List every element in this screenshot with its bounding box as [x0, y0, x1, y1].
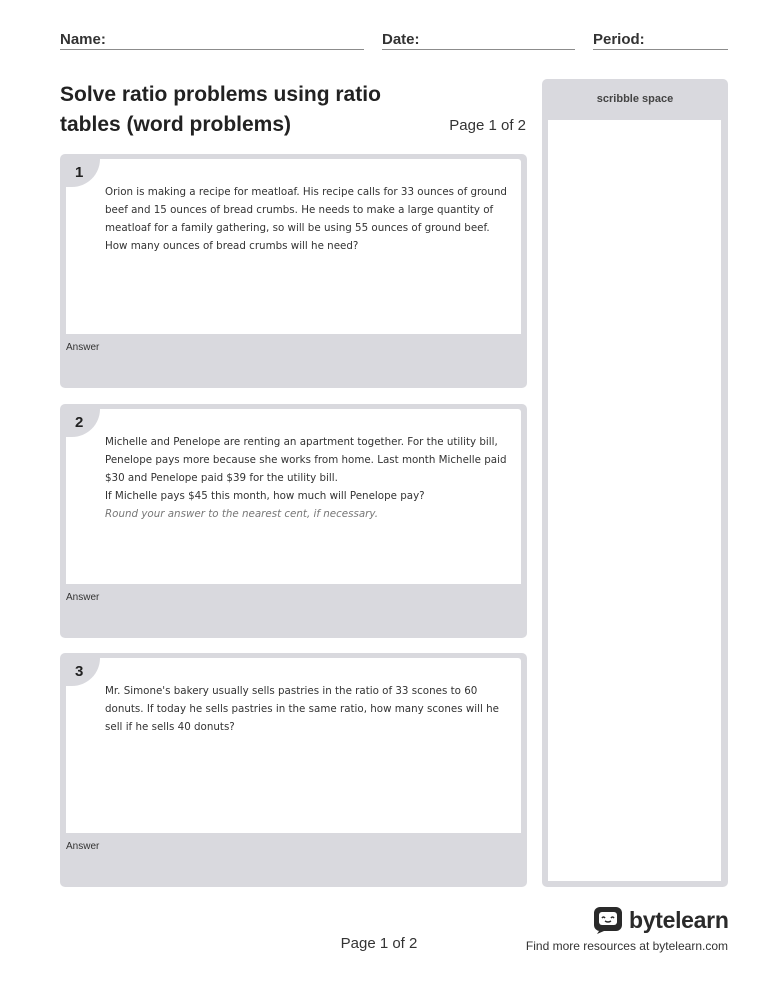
problem-statement: Mr. Simone's bakery usually sells pastries in the ratio of 33 scones to 60 donuts. If today he sells pastries in the same ratio, how many scones will he sell if he sells 40 donuts?: [105, 685, 499, 733]
bytelearn-logo[interactable]: [593, 904, 729, 936]
brand-name: bytelearn: [629, 906, 729, 933]
problem-statement: Orion is making a recipe for meatloaf. His recipe calls for 33 ounces of ground beef and 15 ounces of bread crumbs. He needs to make a large quantity of meatloaf for a family gathering, so will be using 55 ounces of ground beef.: [105, 186, 507, 234]
date-label: Date:: [382, 31, 420, 48]
problem-text: [105, 433, 517, 523]
period-label: Period:: [593, 31, 645, 48]
problem-number: 3: [75, 663, 84, 680]
problem-statement: Michelle and Penelope are renting an apartment together. For the utility bill, Penelope pays more because she works from home. Last month Michelle paid $30 and Penelope paid $39 for the utility bill.: [105, 436, 507, 484]
scribble-panel: [542, 79, 728, 887]
problem-card-3: [60, 653, 527, 887]
bytelearn-logo-icon: [593, 906, 623, 934]
problem-area: [66, 409, 521, 584]
answer-label: Answer: [66, 841, 100, 852]
name-label: Name:: [60, 31, 106, 48]
date-field[interactable]: [382, 30, 575, 50]
problem-area: [66, 658, 521, 833]
resources-link[interactable]: Find more resources at bytelearn.com: [525, 939, 728, 953]
page-indicator-bottom: Page 1 of 2: [340, 935, 418, 952]
scribble-label: scribble space: [596, 93, 674, 105]
problem-number-tab: [66, 159, 100, 187]
problem-question: If Michelle pays $45 this month, how much will Penelope pay?: [105, 490, 425, 502]
page-indicator-top: Page 1 of 2: [449, 117, 526, 134]
problem-card-1: [60, 154, 527, 388]
period-field[interactable]: [593, 30, 728, 50]
problem-area: [66, 159, 521, 334]
rounding-note: Round your answer to the nearest cent, if necessary.: [105, 508, 378, 520]
problem-text: [105, 183, 517, 255]
answer-label: Answer: [66, 342, 100, 353]
problem-card-2: [60, 404, 527, 638]
problem-text: [105, 682, 517, 736]
problem-number-tab: [66, 658, 100, 686]
worksheet-title: Solve ratio problems using ratio tables (word problems): [60, 83, 381, 136]
problem-number-tab: [66, 409, 100, 437]
problem-question: How many ounces of bread crumbs will he need?: [105, 240, 359, 252]
problem-number: 1: [75, 164, 84, 181]
name-field[interactable]: [60, 30, 364, 50]
scribble-area[interactable]: [548, 120, 721, 881]
answer-label: Answer: [66, 592, 100, 603]
problem-number: 2: [75, 414, 84, 431]
